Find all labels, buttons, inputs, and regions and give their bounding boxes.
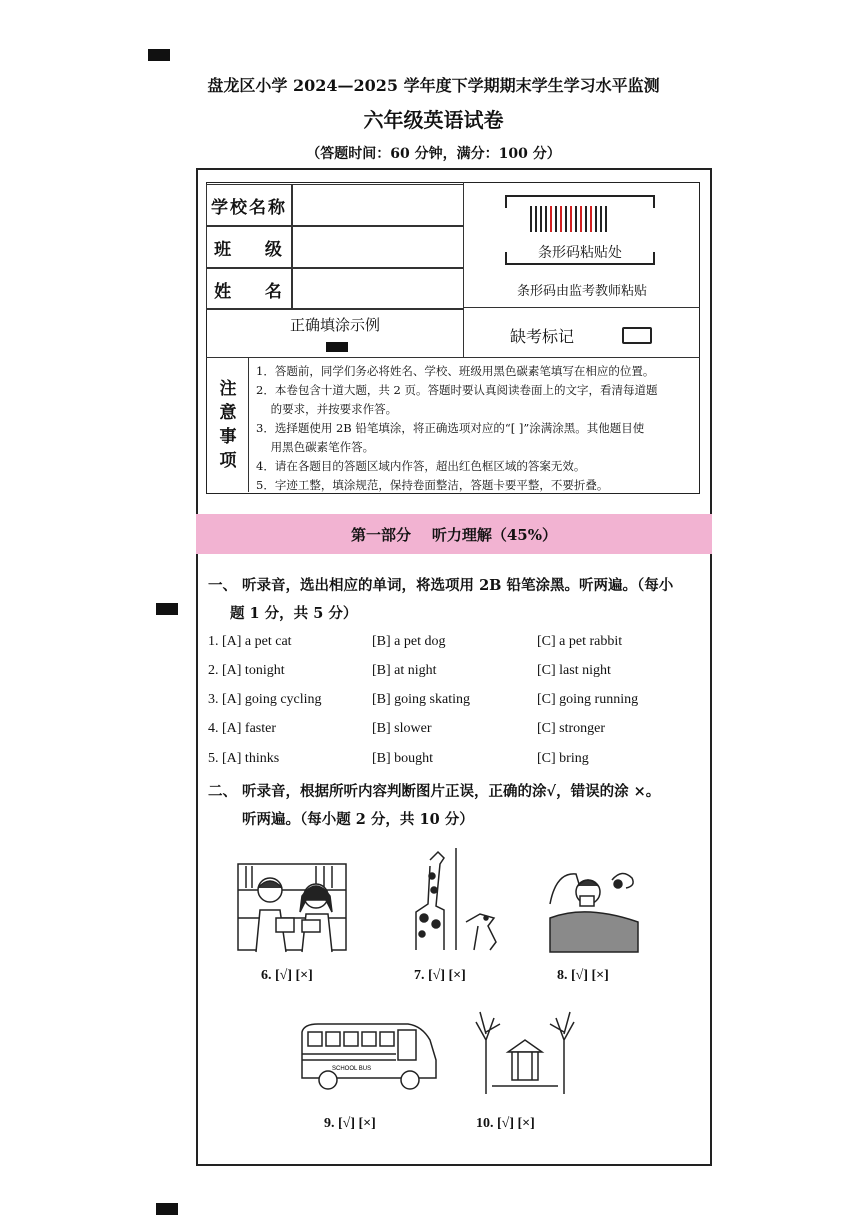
q7-answer-bubbles[interactable]: 7. [√] [×] xyxy=(414,968,466,983)
q4-option-a[interactable]: 4. [A] faster xyxy=(208,721,277,736)
notes-list xyxy=(256,362,696,495)
q6-answer-bubbles[interactable]: 6. [√] [×] xyxy=(261,968,313,983)
q4-option-b[interactable]: [B] slower xyxy=(372,721,432,736)
picture-sick-person xyxy=(546,864,642,954)
exam-title: 六年级英语试卷 xyxy=(363,108,504,132)
part1-banner xyxy=(196,514,712,554)
exam-header-line1: 盘龙区小学 2024—2025 学年度下学期期末学生学习水平监测 xyxy=(207,76,660,95)
picture-pavilion xyxy=(472,1010,578,1094)
note-line: 4．请在各题目的答题区域内作答，超出红色框区域的答案无效。 xyxy=(256,459,586,473)
bus-label: SCHOOL BUS xyxy=(332,1066,372,1072)
note-line: 3．选择题使用 2B 铅笔填涂，将正确选项对应的“[ ]”涂满涂黑。其他题目使 xyxy=(256,421,645,435)
school-label: 学校名称 xyxy=(206,184,292,226)
note-line: 的要求，并按要求作答。 xyxy=(256,402,398,416)
barcode-icon xyxy=(530,206,607,232)
barcode-text: 条形码粘贴处 xyxy=(538,245,622,261)
picture-giraffe xyxy=(400,846,508,954)
q3-option-b[interactable]: [B] going skating xyxy=(372,692,470,707)
barcode-note: 条形码由监考教师粘贴 xyxy=(516,284,647,299)
q8-answer-bubbles[interactable]: 8. [√] [×] xyxy=(557,968,609,983)
barcode-placeholder xyxy=(504,194,656,266)
alignment-mark-top xyxy=(148,49,170,61)
class-label: 班 级 xyxy=(206,226,292,268)
q5-option-a[interactable]: 5. [A] thinks xyxy=(208,751,280,766)
q3-option-c[interactable]: [C] going running xyxy=(537,692,639,707)
exam-time-info: （答题时间：60 分钟，满分：100 分） xyxy=(306,146,561,162)
q2-option-a[interactable]: 2. [A] tonight xyxy=(208,663,285,678)
alignment-mark-bottom xyxy=(156,1203,178,1215)
name-field[interactable] xyxy=(292,268,464,310)
absent-mark-label: 缺考标记 xyxy=(510,327,575,346)
q5-option-c[interactable]: [C] bring xyxy=(537,751,589,766)
fill-example-label: 正确填涂示例 xyxy=(289,316,380,334)
note-line: 5．字迹工整，填涂规范，保持卷面整洁，答题卡要平整，不要折叠。 xyxy=(256,478,609,492)
note-line: 用黑色碳素笔作答。 xyxy=(256,440,375,454)
q5-option-b[interactable]: [B] bought xyxy=(372,751,434,766)
q2-option-c[interactable]: [C] last night xyxy=(537,663,611,678)
q1-option-a[interactable]: 1. [A] a pet cat xyxy=(208,634,292,649)
name-label: 姓 名 xyxy=(206,268,292,310)
picture-library-kids xyxy=(236,860,348,954)
alignment-mark-middle xyxy=(156,603,178,615)
absent-mark-box[interactable] xyxy=(622,327,652,344)
school-field[interactable] xyxy=(292,184,464,226)
section2-instructions: 二、 听录音，根据所听内容判断图片正误，正确的涂√，错误的涂 ×。 听两遍。（每小题 2 分，共 10 分） xyxy=(208,783,661,828)
q4-option-c[interactable]: [C] stronger xyxy=(537,721,606,736)
note-line: 2．本卷包含十道大题，共 2 页。答题时要认真阅读卷面上的文字，看清每道题 xyxy=(256,383,658,397)
q10-answer-bubbles[interactable]: 10. [√] [×] xyxy=(476,1116,535,1131)
class-field[interactable] xyxy=(292,226,464,268)
picture-school-bus xyxy=(298,1020,440,1092)
q9-answer-bubbles[interactable]: 9. [√] [×] xyxy=(324,1116,376,1131)
q1-option-c[interactable]: [C] a pet rabbit xyxy=(537,634,623,649)
section1-instructions: 一、 听录音，选出相应的单词，将选项用 2B 铅笔涂黑。听两遍。（每小 题 1 分，共 5 分） xyxy=(208,577,674,622)
q2-option-b[interactable]: [B] at night xyxy=(372,663,437,678)
notes-heading: 注 意 事 项 xyxy=(208,358,249,492)
q1-option-b[interactable]: [B] a pet dog xyxy=(372,634,446,649)
filled-bubble-example xyxy=(326,342,348,352)
part1-title: 第一部分 听力理解（45%） xyxy=(350,525,558,544)
q3-option-a[interactable]: 3. [A] going cycling xyxy=(208,692,322,707)
note-line: 1．答题前，同学们务必将姓名、学校、班级用黑色碳素笔填写在相应的位置。 xyxy=(256,364,655,378)
